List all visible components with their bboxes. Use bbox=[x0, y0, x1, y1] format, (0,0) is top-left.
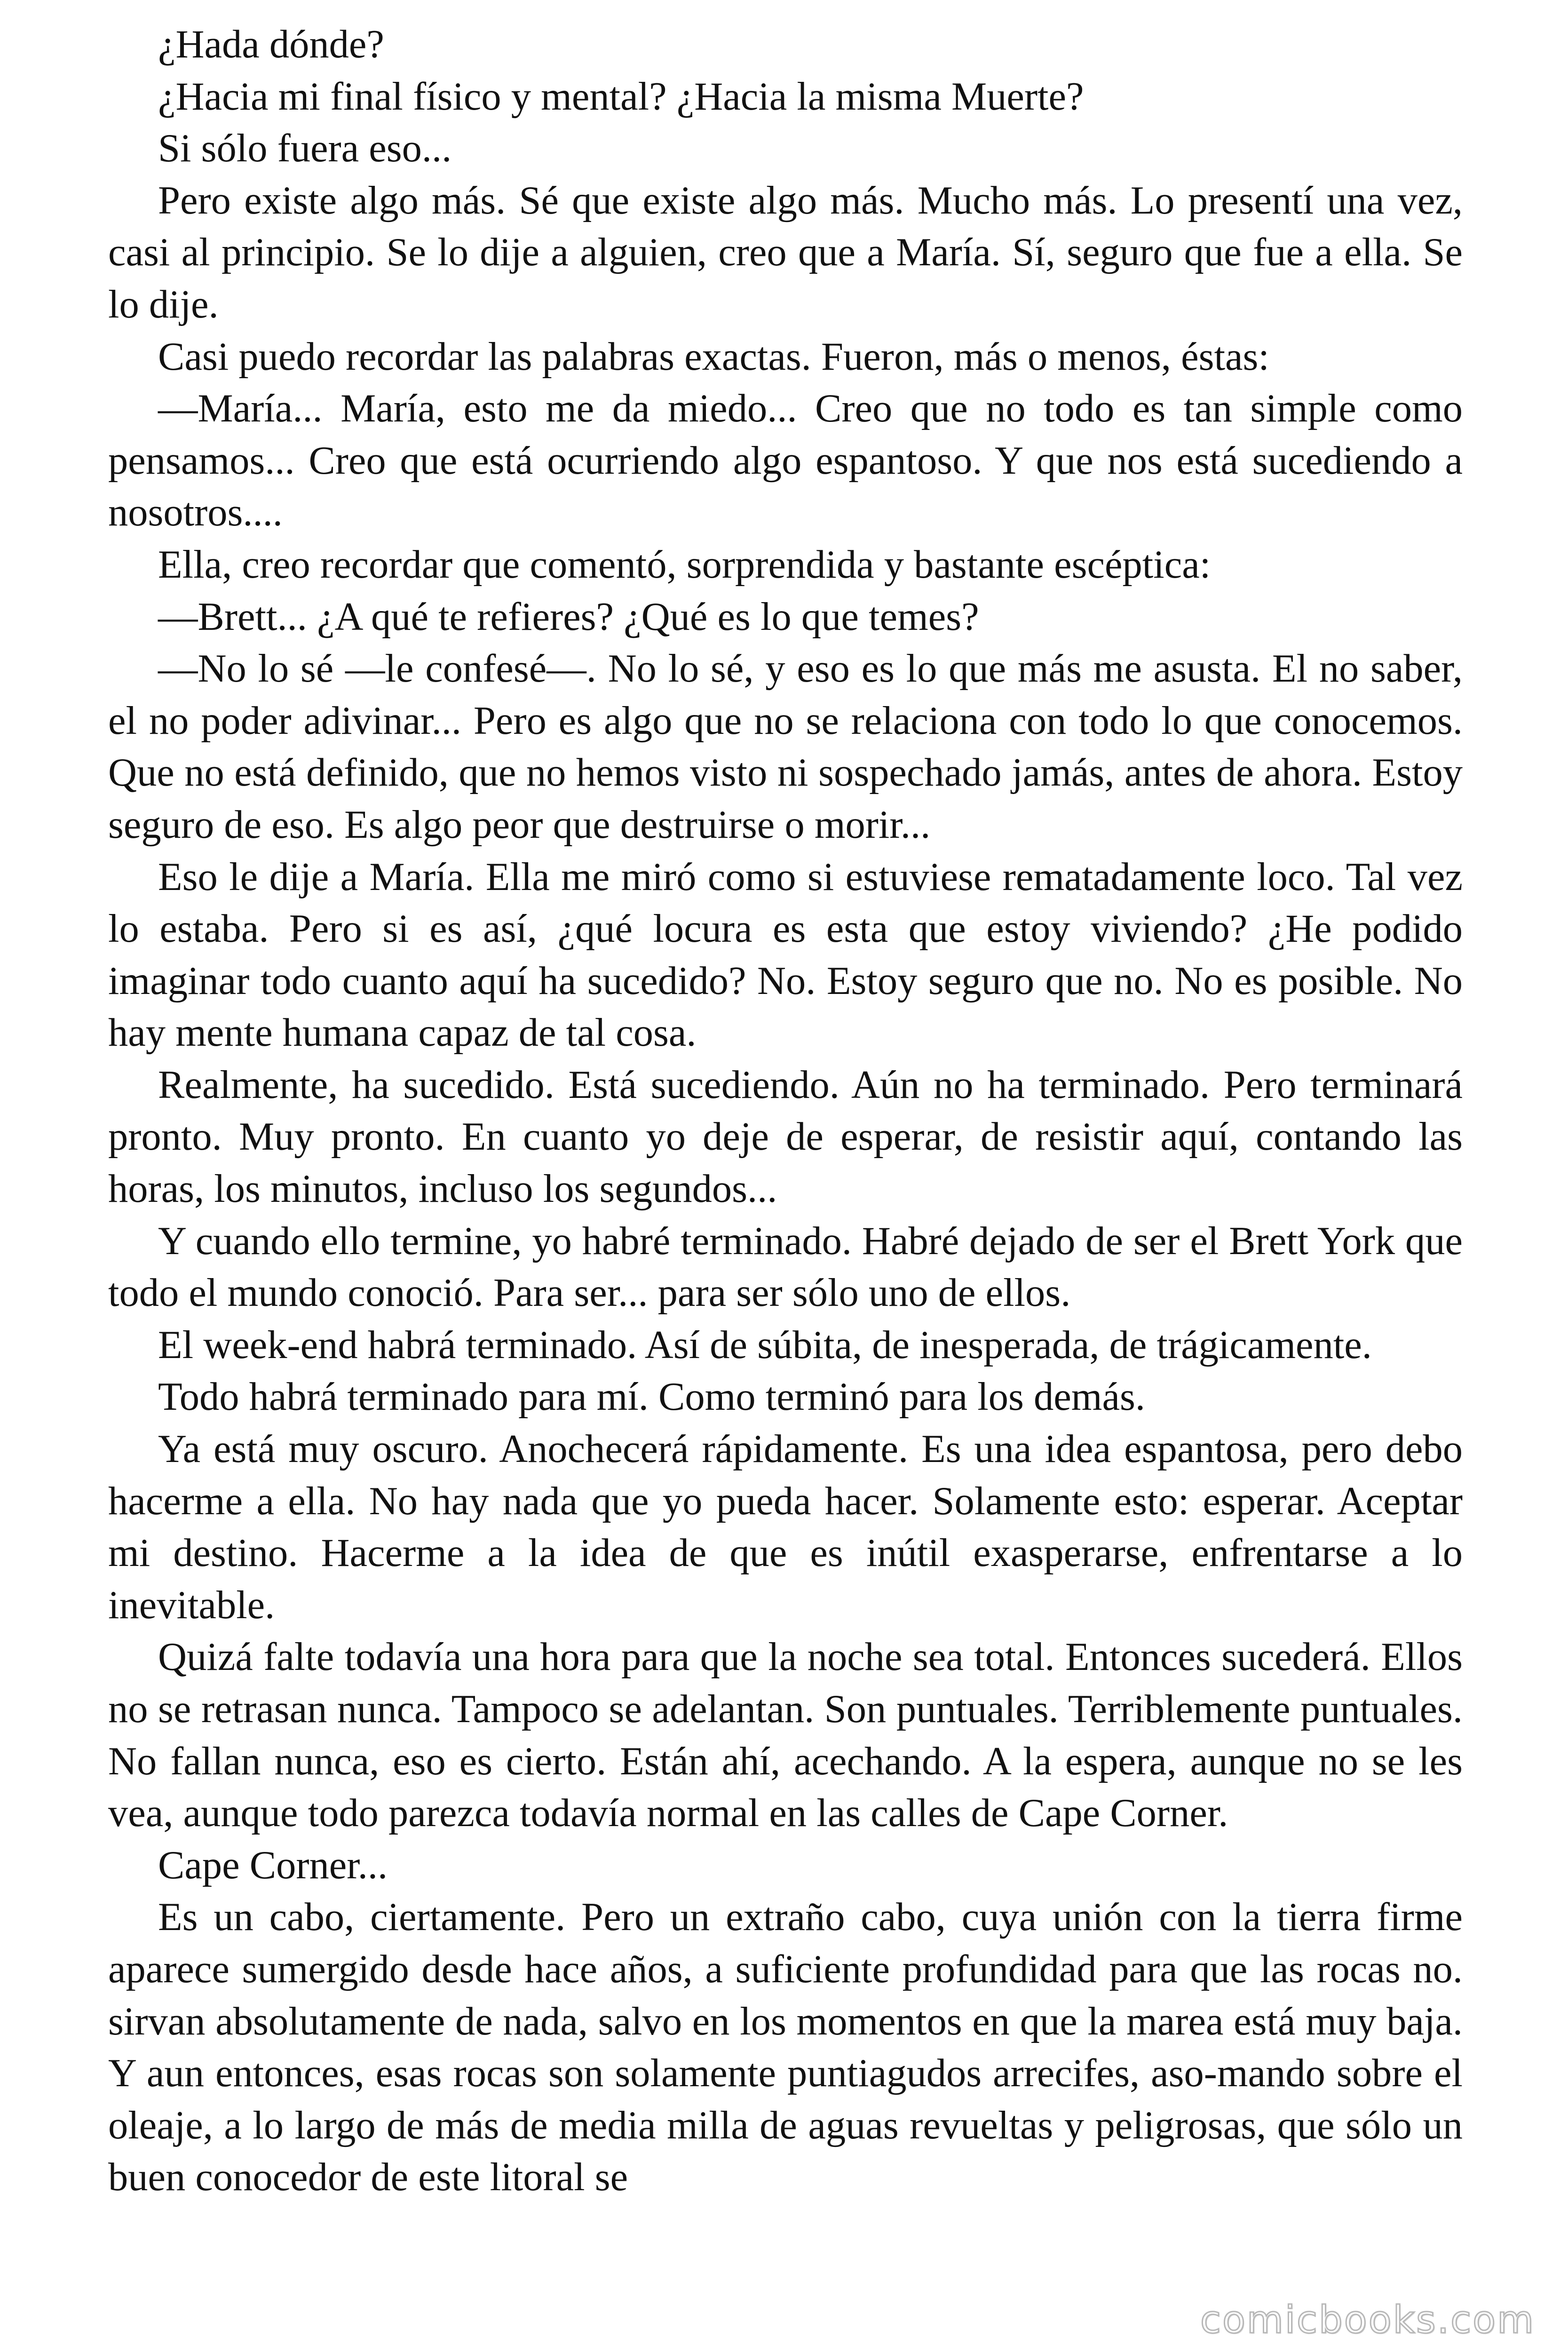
paragraph: ¿Hacia mi final físico y mental? ¿Hacia la misma Muerte? bbox=[158, 74, 1084, 119]
paragraph: Y cuando ello termine, yo habré terminado. Habré dejado de ser el Brett York que todo el mundo conoció. Para ser... para ser sólo uno de ellos. bbox=[108, 1219, 1463, 1315]
paragraph: Todo habrá terminado para mí. Como terminó para los demás. bbox=[158, 1375, 1145, 1419]
paragraph: Ya está muy oscuro. Anochecerá rápidamente. Es una idea espantosa, pero debo hacerme a ella. No hay nada que yo pueda hacer. Solamente esto: esperar. Aceptar mi destino. Hacerme a la idea de que es inútil exasperarse, enfrentarse a lo inevitable. bbox=[108, 1427, 1463, 1627]
paragraph: Quizá falte todavía una hora para que la noche sea total. Entonces sucederá. Ellos no se retrasan nunca. Tampoco se adelantan. Son puntuales. Terriblemente puntuales. No fallan nunca, eso es cierto. Están ahí, acechando. A la espera, aunque no se les vea, aunque todo parezca todavía normal en las calles de Cape Corner. bbox=[108, 1635, 1463, 1836]
paragraph: Cape Corner... bbox=[158, 1843, 388, 1887]
paragraph: Casi puedo recordar las palabras exactas. Fueron, más o menos, éstas: bbox=[158, 334, 1269, 379]
paragraph: ¿Hada dónde? bbox=[158, 23, 384, 66]
paragraph: Pero existe algo más. Sé que existe algo más. Mucho más. Lo presentí una vez, casi al principio. Se lo dije a alguien, creo que a María. Sí, seguro que fue a ella. Se lo dije. bbox=[108, 178, 1463, 326]
paragraph: Si sólo fuera eso... bbox=[158, 127, 452, 171]
paragraph: Ella, creo recordar que comentó, sorprendida y bastante escéptica: bbox=[158, 542, 1211, 587]
paragraph: Realmente, ha sucedido. Está sucediendo. Aún no ha terminado. Pero terminará pronto. Muy pronto. En cuanto yo deje de esperar, de resistir aquí, contando las horas, los minutos, incluso los segundos... bbox=[108, 1063, 1463, 1211]
paragraph: —No lo sé —le confesé—. No lo sé, y eso es lo que más me asusta. El no saber, el no poder adivinar... Pero es algo que no se relaciona con todo lo que conocemos. Que no está definido, que no hemos visto ni sospechado jamás, antes de ahora. Estoy seguro de eso. Es algo peor que destruirse o morir... bbox=[108, 647, 1463, 847]
paragraph: El week-end habrá terminado. Así de súbita, de inesperada, de trágicamente. bbox=[158, 1323, 1372, 1367]
paragraph: —Brett... ¿A qué te refieres? ¿Qué es lo que temes? bbox=[158, 595, 979, 639]
watermark: comicbooks.com bbox=[1200, 2298, 1535, 2342]
paragraph: Es un cabo, ciertamente. Pero un extraño cabo, cuya unión con la tierra firme aparece sumergido desde hace años, a suficiente profundidad para que las rocas no. sirvan absolutamente de nada, salvo en los momentos en que la marea está muy baja. Y aun entonces, esas rocas son solamente puntiagudos arrecifes, aso-mando sobre el oleaje, a lo largo de más de media milla de aguas revueltas y peligrosas, que sólo un buen conocedor de este litoral se bbox=[108, 1895, 1463, 2200]
book-page bbox=[108, 19, 1463, 2204]
paragraph: Eso le dije a María. Ella me miró como si estuviese rematadamente loco. Tal vez lo estaba. Pero si es así, ¿qué locura es esta que estoy viviendo? ¿He podido imaginar todo cuanto aquí ha sucedido? No. Estoy seguro que no. No es posible. No hay mente humana capaz de tal cosa. bbox=[108, 855, 1463, 1055]
paragraph: —María... María, esto me da miedo... Creo que no todo es tan simple como pensamos... Creo que está ocurriendo algo espantoso. Y que nos está sucediendo a nosotros.... bbox=[108, 387, 1463, 535]
